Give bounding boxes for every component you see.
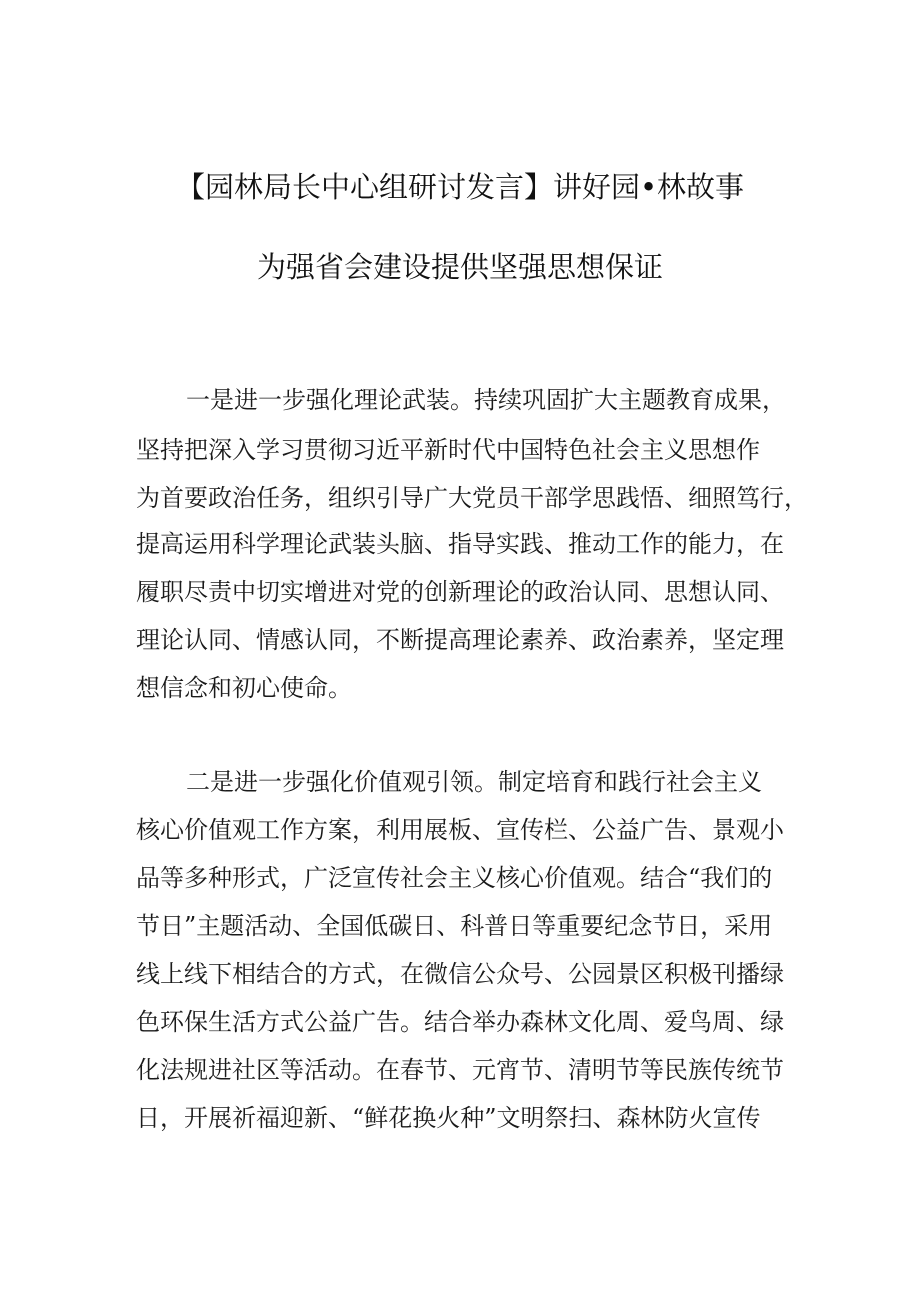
- paragraph-line: 理论认同、情感认同，不断提高理论素养、政治素养，坚定理: [136, 626, 784, 654]
- paragraph-line: 为首要政治任务，组织引导广大党员干部学思践悟、细照笃行，: [136, 484, 808, 512]
- paragraph-line: 日，开展祈福迎新、“鲜花换火种”文明祭扫、森林防火宣传: [136, 1104, 761, 1132]
- paragraph-line: 提高运用科学理论武装头脑、指导实践、推动工作的能力，在: [136, 530, 784, 558]
- document-title-line-2: 为强省会建设提供坚强思想保证: [256, 250, 663, 284]
- paragraph-line: 核心价值观工作方案，利用展板、宣传栏、公益广告、景观小: [136, 816, 784, 844]
- paragraph-line: 化法规进社区等活动。在春节、元宵节、清明节等民族传统节: [136, 1056, 784, 1084]
- paragraph-line: 履职尽责中切实增进对党的创新理论的政治认同、思想认同、: [136, 578, 784, 606]
- paragraph-line: 品等多种形式，广泛宣传社会主义核心价值观。结合“我们的: [136, 864, 773, 892]
- document-title-line-1: 【园林局长中心组研讨发言】讲好园•林故事: [175, 170, 745, 204]
- paragraph-line: 色环保生活方式公益广告。结合举办森林文化周、爱鸟周、绿: [136, 1008, 784, 1036]
- paragraph-line: 节日”主题活动、全国低碳日、科普日等重要纪念节日，采用: [136, 912, 773, 940]
- paragraph-line: 想信念和初心使命。: [136, 674, 352, 702]
- paragraph-line: 坚持把深入学习贯彻习近平新时代中国特色社会主义思想作: [136, 436, 760, 464]
- paragraph-line: 一是进一步强化理论武装。持续巩固扩大主题教育成果，: [186, 386, 786, 414]
- paragraph-line: 线上线下相结合的方式，在微信公众号、公园景区积极刊播绿: [136, 960, 784, 988]
- paragraph-line: 二是进一步强化价值观引领。制定培育和践行社会主义: [186, 768, 762, 796]
